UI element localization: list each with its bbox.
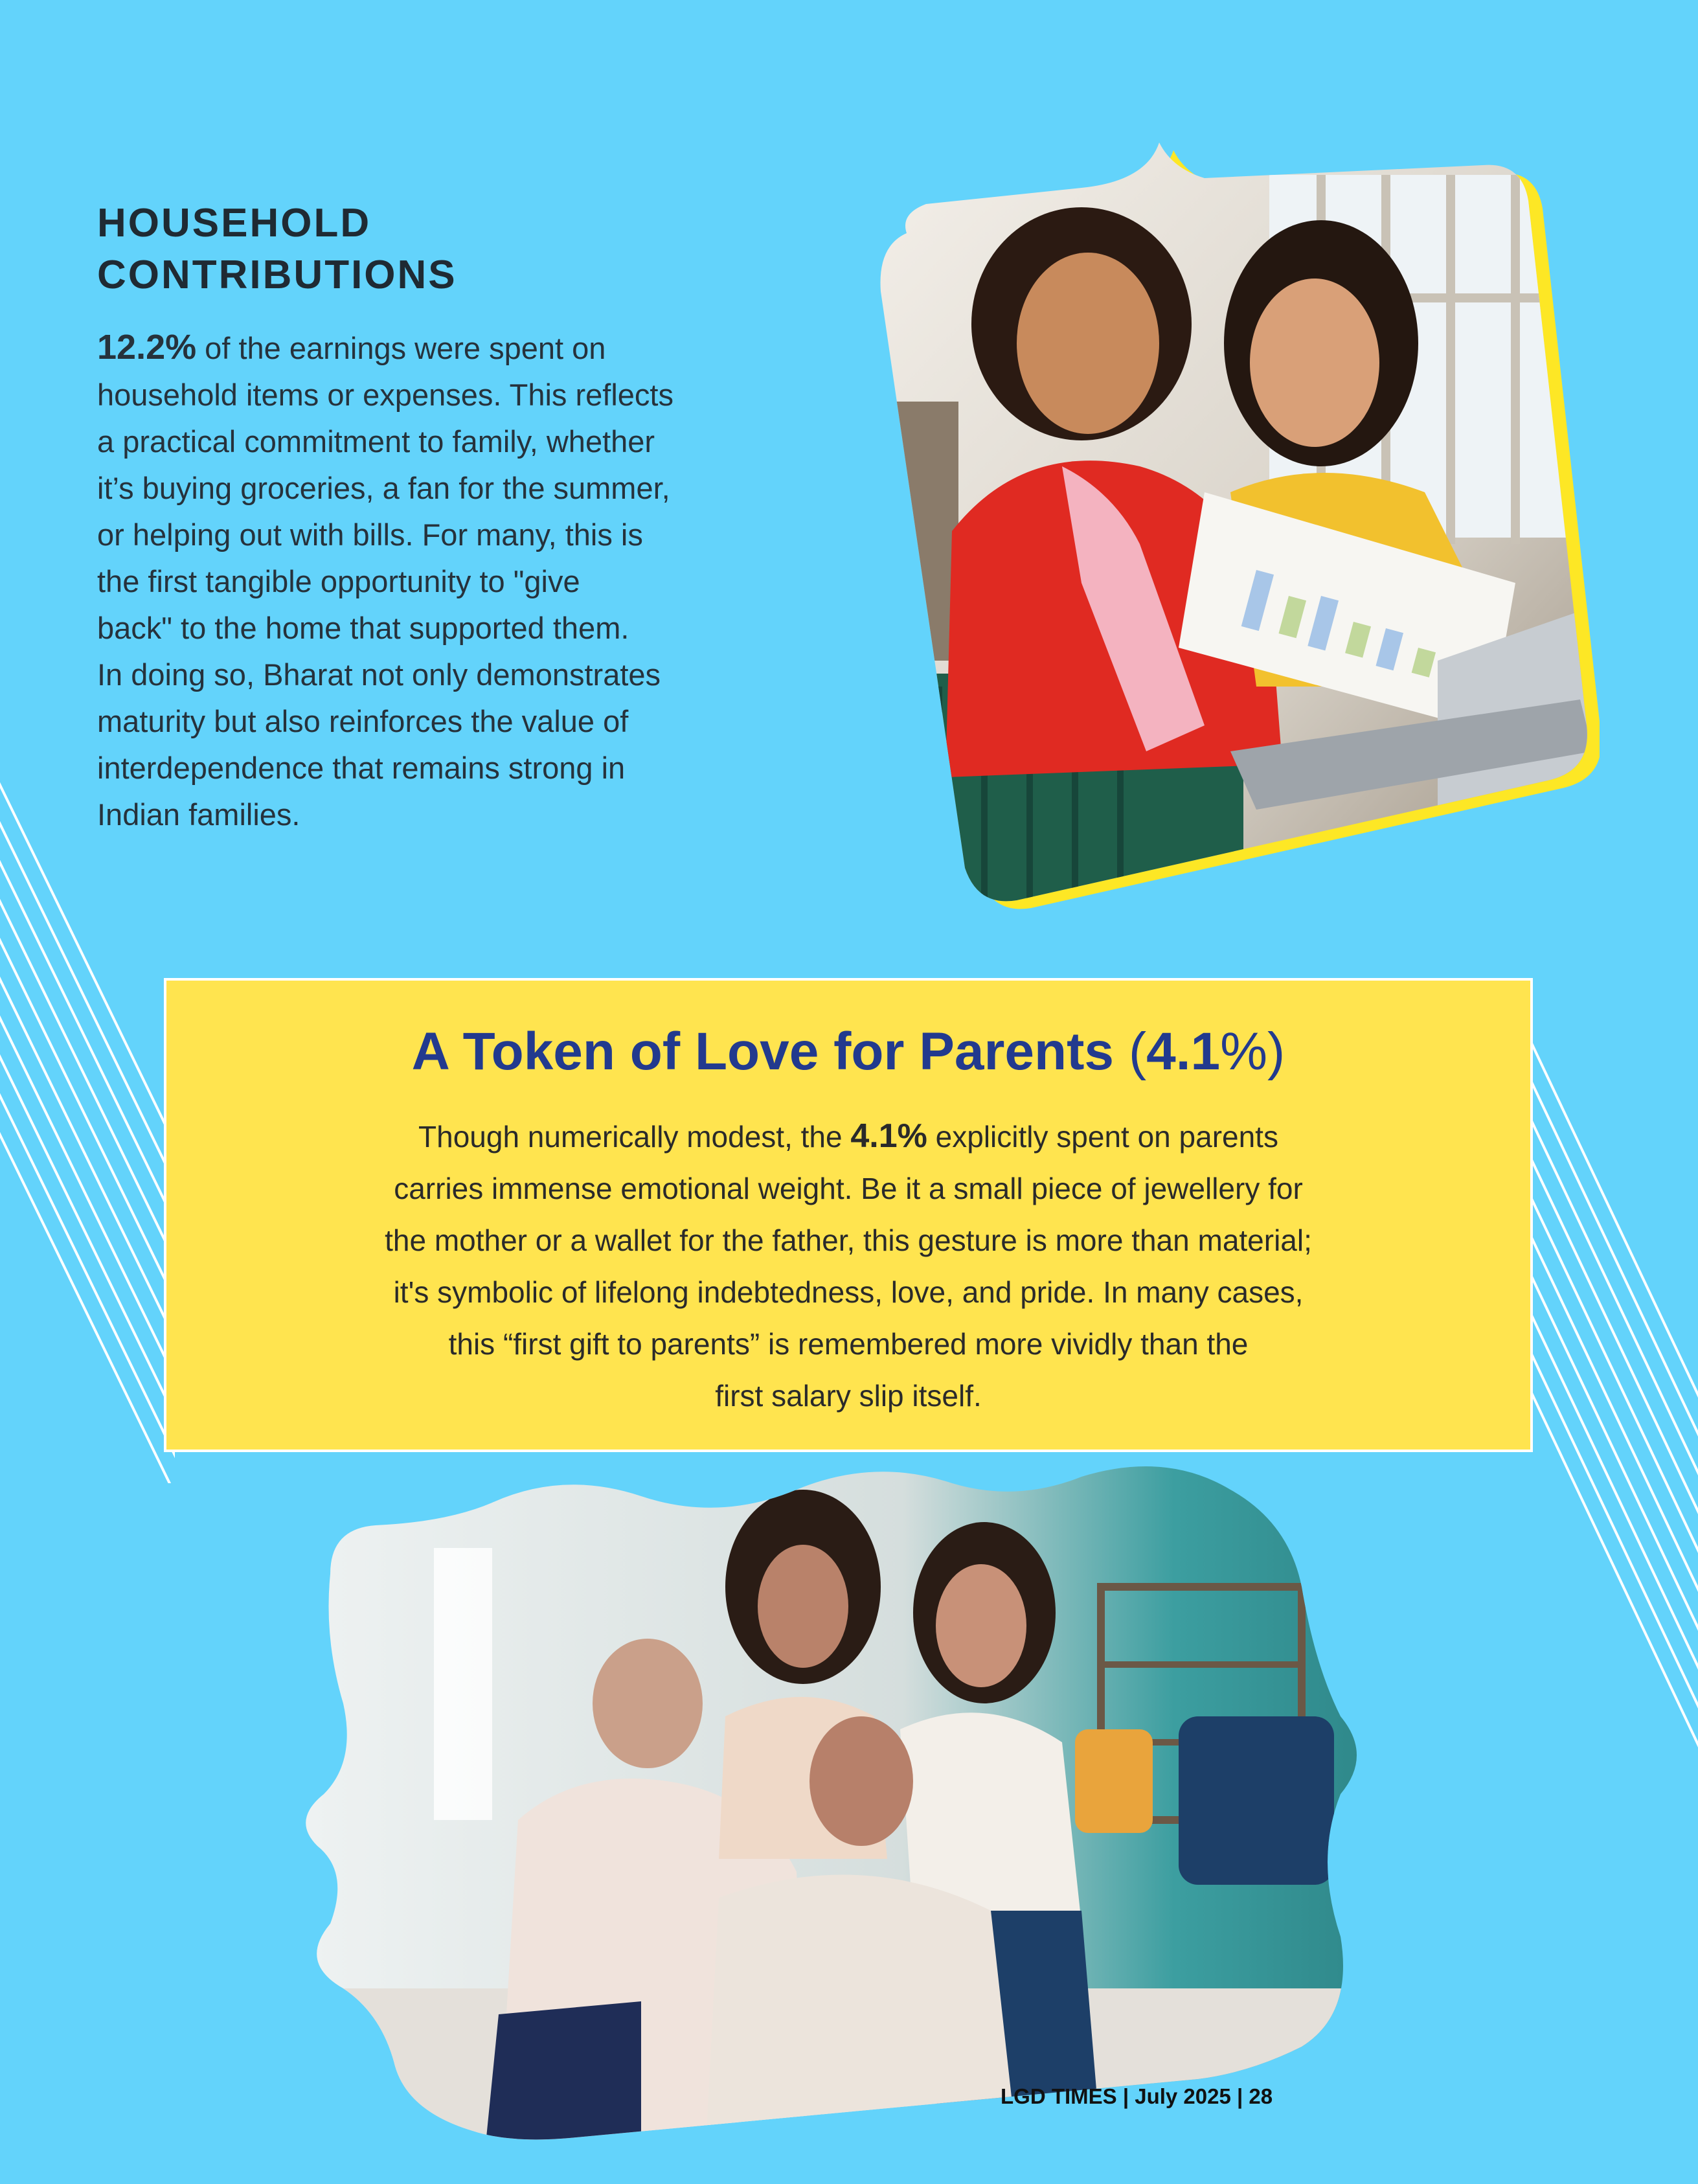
callout-title-percent bbox=[1114, 1022, 1285, 1081]
photo-family-group bbox=[304, 1457, 1392, 2144]
household-line: maturity but also reinforces the value of bbox=[97, 704, 629, 738]
household-line: the first tangible opportunity to "give bbox=[97, 564, 580, 598]
household-line-rest: of the earnings were spent on bbox=[196, 331, 606, 365]
household-line: interdependence that remains strong in bbox=[97, 751, 626, 785]
callout-line: first salary slip itself. bbox=[715, 1379, 982, 1413]
callout-title-percent-value: 4.1 bbox=[1146, 1022, 1221, 1081]
household-body bbox=[97, 324, 822, 838]
callout-line: carries immense emotional weight. Be it a small piece of jewellery for bbox=[394, 1172, 1303, 1205]
household-line: it’s buying groceries, a fan for the summer, bbox=[97, 471, 670, 505]
callout-title-text: A Token of Love for Parents bbox=[411, 1022, 1115, 1081]
photo-mother-daughter bbox=[868, 130, 1600, 920]
household-line: Indian families. bbox=[97, 797, 300, 832]
callout-line bbox=[166, 1110, 1530, 1163]
household-line: or helping out with bills. For many, this is bbox=[97, 518, 643, 552]
parents-callout-box bbox=[164, 978, 1533, 1452]
decorative-stripes-left bbox=[0, 732, 175, 1483]
household-line bbox=[97, 324, 822, 372]
household-line: back" to the home that supported them. bbox=[97, 611, 629, 645]
page-folio: LGD TIMES | July 2025 | 28 bbox=[1001, 2084, 1273, 2108]
household-stat: 12.2% bbox=[97, 328, 197, 367]
household-heading-line: HOUSEHOLD bbox=[97, 201, 372, 245]
callout-line: it's symbolic of lifelong indebtedness, love, and pride. In many cases, bbox=[393, 1275, 1304, 1309]
callout-line-pre: Though numerically modest, the bbox=[418, 1120, 851, 1154]
callout-title-paren-close: %) bbox=[1220, 1022, 1285, 1081]
household-line: household items or expenses. This reflects bbox=[97, 378, 674, 412]
callout-title-paren-open: ( bbox=[1114, 1022, 1147, 1081]
callout-title bbox=[166, 1019, 1530, 1084]
household-heading-line: CONTRIBUTIONS bbox=[97, 253, 457, 297]
callout-body bbox=[166, 1110, 1530, 1422]
callout-line: this “first gift to parents” is remembered more vividly than the bbox=[448, 1327, 1249, 1361]
household-line: a practical commitment to family, whether bbox=[97, 424, 655, 459]
decorative-stripes-right bbox=[1504, 984, 1698, 1762]
household-line: In doing so, Bharat not only demonstrates bbox=[97, 657, 661, 692]
household-heading bbox=[97, 198, 809, 301]
callout-line: the mother or a wallet for the father, this gesture is more than material; bbox=[385, 1223, 1312, 1257]
callout-stat: 4.1% bbox=[850, 1117, 927, 1155]
callout-line-post: explicitly spent on parents bbox=[927, 1120, 1278, 1154]
